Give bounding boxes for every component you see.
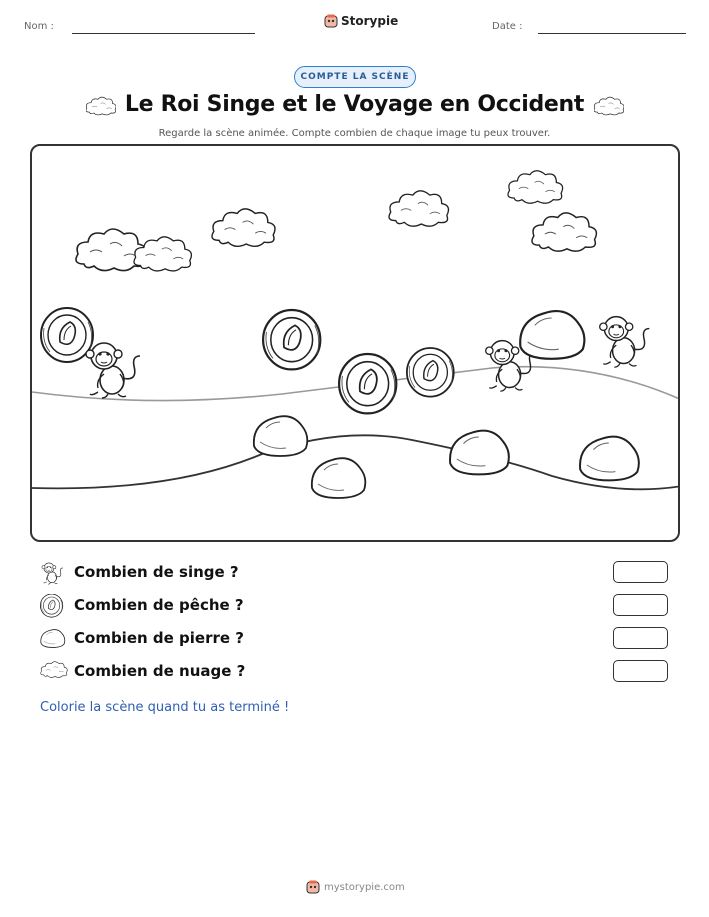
stone-icon xyxy=(520,311,584,359)
stone-icon xyxy=(450,431,509,475)
question-label: Combien de pierre ? xyxy=(74,629,244,647)
peach-icon xyxy=(263,310,320,369)
cloud-icon xyxy=(40,660,68,680)
cloud-icon xyxy=(134,237,191,271)
stone-icon xyxy=(580,437,639,481)
footer-url[interactable]: mystorypie.com xyxy=(324,881,405,893)
question-row-monkey xyxy=(40,561,670,585)
question-row-stone xyxy=(40,627,670,651)
name-field-line[interactable] xyxy=(72,33,255,34)
brand-name: Storypie xyxy=(341,14,399,28)
question-label: Combien de nuage ? xyxy=(74,662,246,680)
coloring-instruction: Colorie la scène quand tu as terminé ! xyxy=(40,700,290,715)
answer-box-peach[interactable] xyxy=(613,594,668,616)
name-label: Nom : xyxy=(24,21,54,32)
monkey-icon xyxy=(86,343,140,398)
stone-icon xyxy=(254,416,308,456)
question-row-peach xyxy=(40,594,670,618)
monkey-icon xyxy=(600,317,650,368)
footer xyxy=(306,880,405,894)
page-title: Le Roi Singe et le Voyage en Occident xyxy=(124,92,585,117)
brand-logo xyxy=(324,14,398,28)
cloud-icon xyxy=(389,191,449,226)
stone-icon xyxy=(312,458,366,498)
cloud-icon xyxy=(594,96,624,118)
answer-box-cloud[interactable] xyxy=(613,660,668,682)
page-subtitle: Regarde la scène animée. Compte combien de chaque image tu peux trouver. xyxy=(158,128,551,139)
counting-scene xyxy=(30,144,680,542)
question-label: Combien de pêche ? xyxy=(74,596,244,614)
cloud-icon xyxy=(508,171,563,203)
peach-icon xyxy=(40,594,64,618)
peach-icon xyxy=(339,354,396,413)
question-row-cloud xyxy=(40,660,670,684)
section-badge: COMPTE LA SCÈNE xyxy=(294,66,416,88)
monkey-icon xyxy=(40,561,64,585)
date-label: Date : xyxy=(492,21,523,32)
date-field-line[interactable] xyxy=(538,33,686,34)
cloud-icon xyxy=(212,209,275,246)
storypie-logo-icon xyxy=(306,880,320,894)
cloud-icon xyxy=(532,213,596,251)
answer-box-monkey[interactable] xyxy=(613,561,668,583)
stone-icon xyxy=(40,627,66,649)
question-label: Combien de singe ? xyxy=(74,563,239,581)
peach-icon xyxy=(41,308,93,362)
storypie-logo-icon xyxy=(324,14,338,28)
peach-icon xyxy=(407,348,454,397)
answer-box-stone[interactable] xyxy=(613,627,668,649)
